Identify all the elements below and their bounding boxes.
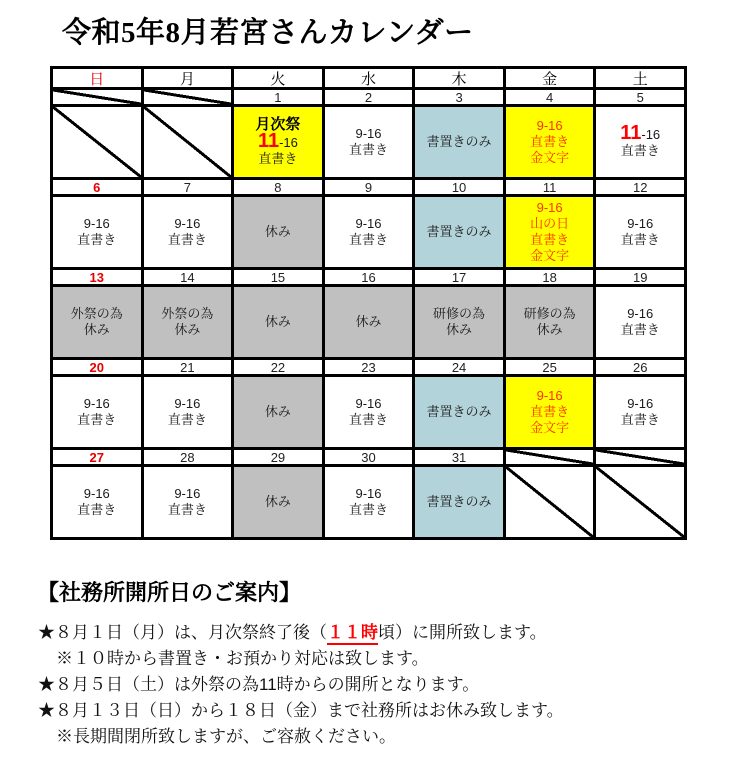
cell-text: 金文字 xyxy=(530,420,570,435)
cell-text-line xyxy=(621,322,660,338)
date-cell: 24 xyxy=(415,360,503,374)
cell-text: 休み xyxy=(264,494,291,509)
notice-line xyxy=(38,698,564,724)
cell-text: 金文字 xyxy=(530,150,570,165)
date-cell: 23 xyxy=(325,360,413,374)
cell-text-line xyxy=(257,130,298,152)
day-content-cell xyxy=(415,467,503,537)
cell-text: 直書き xyxy=(258,151,298,166)
day-content-cell xyxy=(325,377,413,447)
notice-text: ★８月５日（土）は外祭の為11時からの開所となります。 xyxy=(38,675,480,694)
cell-text: 9-16 xyxy=(355,216,382,231)
day-header-火: 火 xyxy=(234,69,322,87)
cell-text-line xyxy=(427,134,492,150)
cell-text-line xyxy=(265,224,291,240)
date-cell: 11 xyxy=(506,180,594,194)
opening-hour-emphasis: 11 xyxy=(257,130,280,152)
cell-text-line xyxy=(355,486,381,502)
cell-text: 9-16 xyxy=(536,118,563,133)
cell-text: 9-16 xyxy=(355,486,382,501)
cell-text-line xyxy=(265,404,291,420)
cell-text: 休み xyxy=(264,314,291,329)
cell-text: 直書き xyxy=(620,412,660,427)
day-content-cell xyxy=(144,467,232,537)
day-header-水: 水 xyxy=(325,69,413,87)
date-cell: 7 xyxy=(144,180,232,194)
day-header-土: 土 xyxy=(596,69,684,87)
day-header-日: 日 xyxy=(53,69,141,87)
day-content-cell xyxy=(415,287,503,357)
day-content-cell xyxy=(506,107,594,177)
cell-text: 9-16 xyxy=(174,216,201,231)
date-cell: 8 xyxy=(234,180,322,194)
day-content-cell xyxy=(596,377,684,447)
cell-text-line xyxy=(537,388,563,404)
cell-text: 9-16 xyxy=(355,396,382,411)
cell-text-line xyxy=(168,232,207,248)
day-content-cell xyxy=(596,107,684,177)
cell-text-line xyxy=(530,134,569,150)
cell-text: 9-16 xyxy=(83,396,110,411)
cell-text-line xyxy=(524,306,576,322)
cell-text-line xyxy=(168,502,207,518)
cell-text-line xyxy=(537,322,563,338)
cell-text: 9-16 xyxy=(627,306,654,321)
cell-text: 月次祭 xyxy=(255,116,301,133)
notice-text: ★８月１３日（日）から１８日（金）まで社務所はお休み致します。 xyxy=(38,701,564,720)
date-cell: 25 xyxy=(506,360,594,374)
cell-text-line xyxy=(71,306,123,322)
cell-text-line xyxy=(621,232,660,248)
day-content-cell xyxy=(325,467,413,537)
cell-text: 9-16 xyxy=(627,396,654,411)
cell-text-line xyxy=(627,306,653,322)
date-cell: 22 xyxy=(234,360,322,374)
day-content-cell xyxy=(234,107,322,177)
cell-text-line xyxy=(168,412,207,428)
cell-text: 外祭の為 xyxy=(161,306,214,321)
cell-text-line xyxy=(265,314,291,330)
notice-text: ※長期間閉所致しますが、ご容赦ください。 xyxy=(56,727,396,746)
notice-line xyxy=(38,672,564,698)
cell-text-line xyxy=(355,126,381,142)
cell-text: 休み xyxy=(446,322,473,337)
date-cell: 30 xyxy=(325,450,413,464)
day-content-cell xyxy=(234,377,322,447)
cell-text: 直書き xyxy=(348,142,388,157)
date-cell: 3 xyxy=(415,90,503,104)
cell-text-line xyxy=(627,396,653,412)
notice-text: ※１０時から書置き・お預かり対応は致します。 xyxy=(56,649,429,668)
cell-text-line xyxy=(537,200,563,216)
cell-text-line xyxy=(84,396,110,412)
day-content-cell xyxy=(53,467,141,537)
date-cell: 16 xyxy=(325,270,413,284)
cell-text-line xyxy=(530,216,569,232)
cell-text-line xyxy=(537,118,563,134)
cell-text-line xyxy=(349,232,388,248)
day-content-cell xyxy=(234,197,322,267)
cell-text: 山の日 xyxy=(530,216,570,231)
cell-text-line xyxy=(627,216,653,232)
cell-text-line xyxy=(530,248,569,264)
cell-text-line xyxy=(258,151,297,167)
cell-text: 書置きのみ xyxy=(426,134,492,149)
cell-text: 書置きのみ xyxy=(426,224,492,239)
day-content-cell xyxy=(144,197,232,267)
day-content-cell xyxy=(325,107,413,177)
day-content-cell xyxy=(415,197,503,267)
notice-heading: 【社務所開所日のご案内】 xyxy=(37,580,302,605)
cell-text: -16 xyxy=(279,135,298,150)
cell-text: 9-16 xyxy=(627,216,654,231)
date-cell: 19 xyxy=(596,270,684,284)
cell-text: 9-16 xyxy=(83,486,110,501)
day-content-cell xyxy=(144,107,232,177)
cell-text: 9-16 xyxy=(355,126,382,141)
cell-text-line xyxy=(433,306,485,322)
date-cell: 5 xyxy=(596,90,684,104)
cell-text: 9-16 xyxy=(536,388,563,403)
cell-text-line xyxy=(174,486,200,502)
cell-text-line xyxy=(174,216,200,232)
date-cell xyxy=(144,90,232,104)
notice-line xyxy=(38,620,564,646)
cell-text: 直書き xyxy=(77,232,117,247)
cell-text: 直書き xyxy=(530,134,570,149)
cell-text: 休み xyxy=(83,322,110,337)
cell-text-line xyxy=(427,404,492,420)
cell-text: 9-16 xyxy=(83,216,110,231)
cell-text-line xyxy=(620,122,661,144)
day-content-cell xyxy=(325,287,413,357)
day-content-cell xyxy=(234,467,322,537)
cell-text-line xyxy=(621,412,660,428)
date-cell: 2 xyxy=(325,90,413,104)
day-content-cell xyxy=(53,197,141,267)
date-cell: 29 xyxy=(234,450,322,464)
day-header-木: 木 xyxy=(415,69,503,87)
cell-text: 研修の為 xyxy=(523,306,576,321)
cell-text-line xyxy=(265,494,291,510)
notice-line xyxy=(38,724,564,750)
day-content-cell xyxy=(144,377,232,447)
cell-text: 直書き xyxy=(530,404,570,419)
cell-text: 休み xyxy=(536,322,563,337)
day-content-cell xyxy=(506,467,594,537)
notice-text: ★８月１日（月）は、月次祭終了後（ xyxy=(38,623,327,642)
notice-line xyxy=(38,646,564,672)
cell-text: 金文字 xyxy=(530,248,570,263)
cell-text-line xyxy=(84,216,110,232)
day-content-cell xyxy=(415,107,503,177)
cell-text-line xyxy=(77,232,116,248)
day-content-cell xyxy=(144,287,232,357)
cell-text-line xyxy=(77,412,116,428)
date-cell: 4 xyxy=(506,90,594,104)
cell-text: -16 xyxy=(641,127,661,142)
cell-text: 休み xyxy=(174,322,201,337)
cell-text-line xyxy=(621,143,660,159)
cell-text-line xyxy=(355,216,381,232)
date-cell: 6 xyxy=(53,180,141,194)
day-content-cell xyxy=(53,287,141,357)
highlighted-time: １１時 xyxy=(327,623,378,645)
cell-text-line xyxy=(427,494,492,510)
date-cell: 26 xyxy=(596,360,684,374)
cell-text: 直書き xyxy=(348,232,388,247)
date-cell xyxy=(53,90,141,104)
date-cell xyxy=(596,450,684,464)
cell-text-line xyxy=(349,142,388,158)
page-title: 令和5年8月若宮さんカレンダー xyxy=(62,17,474,49)
cell-text: 直書き xyxy=(348,412,388,427)
date-cell: 15 xyxy=(234,270,322,284)
cell-text: 9-16 xyxy=(174,396,201,411)
day-content-cell xyxy=(415,377,503,447)
day-content-cell xyxy=(325,197,413,267)
cell-text: 直書き xyxy=(77,412,117,427)
day-content-cell xyxy=(53,107,141,177)
day-content-cell xyxy=(596,467,684,537)
day-content-cell xyxy=(506,377,594,447)
cell-text-line xyxy=(349,412,388,428)
cell-text: 9-16 xyxy=(536,200,563,215)
day-content-cell xyxy=(506,287,594,357)
cell-text: 直書き xyxy=(167,232,207,247)
cell-text: 直書き xyxy=(167,502,207,517)
cell-text-line xyxy=(174,322,200,338)
cell-text-line xyxy=(84,322,110,338)
date-cell: 9 xyxy=(325,180,413,194)
day-content-cell xyxy=(596,197,684,267)
day-content-cell xyxy=(596,287,684,357)
notice-text: 頃）に開所致します。 xyxy=(378,623,547,642)
day-header-月: 月 xyxy=(144,69,232,87)
notice-lines xyxy=(38,620,564,750)
cell-text: 外祭の為 xyxy=(70,306,123,321)
date-cell: 27 xyxy=(53,450,141,464)
cell-text: 研修の為 xyxy=(433,306,486,321)
cell-text-line xyxy=(77,502,116,518)
opening-hour-emphasis: 11 xyxy=(620,122,642,144)
date-cell: 14 xyxy=(144,270,232,284)
cell-text: 直書き xyxy=(167,412,207,427)
date-cell xyxy=(506,450,594,464)
cell-text-line xyxy=(349,502,388,518)
cell-text: 直書き xyxy=(620,322,660,337)
day-content-cell xyxy=(53,377,141,447)
cell-text-line xyxy=(355,314,381,330)
cell-text-line xyxy=(355,396,381,412)
date-cell: 28 xyxy=(144,450,232,464)
cell-text-line xyxy=(530,420,569,436)
cell-text: 9-16 xyxy=(174,486,201,501)
cell-text: 直書き xyxy=(620,232,660,247)
date-cell: 17 xyxy=(415,270,503,284)
cell-text: 休み xyxy=(264,224,291,239)
cell-text: 直書き xyxy=(77,502,117,517)
cell-text-line xyxy=(174,396,200,412)
date-cell: 21 xyxy=(144,360,232,374)
date-cell: 31 xyxy=(415,450,503,464)
calendar-table xyxy=(50,66,687,540)
date-cell: 13 xyxy=(53,270,141,284)
cell-text-line xyxy=(530,232,569,248)
date-cell: 12 xyxy=(596,180,684,194)
cell-text: 直書き xyxy=(620,143,660,158)
cell-text: 直書き xyxy=(530,232,570,247)
day-content-cell xyxy=(506,197,594,267)
date-cell: 18 xyxy=(506,270,594,284)
cell-text: 休み xyxy=(355,314,382,329)
date-cell: 20 xyxy=(53,360,141,374)
day-header-金: 金 xyxy=(506,69,594,87)
cell-text: 書置きのみ xyxy=(426,404,492,419)
cell-text-line xyxy=(84,486,110,502)
cell-text-line xyxy=(427,224,492,240)
cell-text-line xyxy=(161,306,213,322)
date-cell: 1 xyxy=(234,90,322,104)
day-content-cell xyxy=(234,287,322,357)
cell-text: 休み xyxy=(264,404,291,419)
date-cell: 10 xyxy=(415,180,503,194)
cell-text: 直書き xyxy=(348,502,388,517)
cell-text-line xyxy=(530,404,569,420)
cell-text-line xyxy=(530,150,569,166)
cell-text: 書置きのみ xyxy=(426,494,492,509)
cell-text-line xyxy=(446,322,472,338)
